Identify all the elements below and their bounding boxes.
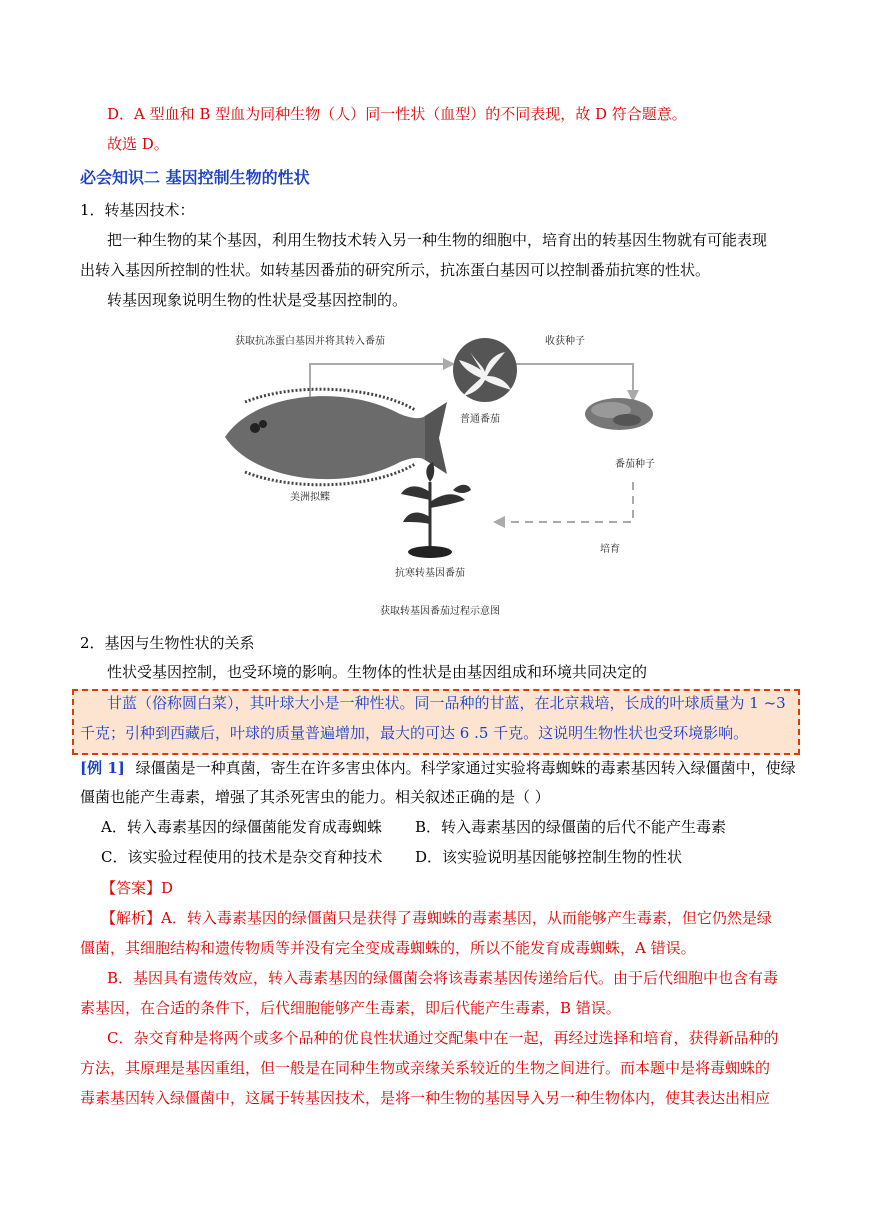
transgenic-tomato-diagram — [215, 322, 660, 622]
figure-label-grow: 培育 — [600, 544, 620, 555]
figure-caption: 获取转基因番茄过程示意图 — [380, 606, 500, 617]
choose-answer: 故选 D。 — [107, 135, 169, 153]
cold-resistant-tomato-plant-image — [401, 462, 471, 558]
option-a: A．转入毒素基因的绿僵菌能发育成毒蜘蛛 — [101, 818, 382, 836]
example-text-line1: 绿僵菌是一种真菌，寄生在许多害虫体内。科学家通过实验将毒蜘蛛的毒素基因转入绿僵菌中，使绿 — [135, 759, 796, 777]
analysis-c-line3: 毒素基因转入绿僵菌中，这属于转基因技术，是将一种生物的基因导入另一种生物体内，使其表达出相应 — [80, 1089, 771, 1107]
point1-title: 1．转基因技术： — [80, 201, 195, 219]
figure-label-fish: 美洲拟鲽 — [290, 492, 330, 503]
figure-label-seeds: 番茄种子 — [615, 459, 655, 470]
diagram-svg — [215, 322, 660, 622]
section-title: 必会知识二 基因控制生物的性状 — [80, 168, 310, 187]
analysis-c-line1: C．杂交育种是将两个或多个品种的优良性状通过交配集中在一起，再经过选择和培育，获得新品种的 — [107, 1029, 779, 1047]
analysis-b-line2: 素基因，在合适的条件下，后代细胞能够产生毒素，即后代能产生毒素，B 错误。 — [80, 999, 621, 1017]
figure-label-tomato: 普通番茄 — [460, 414, 500, 425]
figure-label-harvest: 收获种子 — [545, 336, 585, 347]
analysis-b-line1: B．基因具有遗传效应，转入毒素基因的绿僵菌会将该毒素基因传递给后代。由于后代细胞中也含有毒 — [107, 969, 779, 987]
option-d: D．该实验说明基因能够控制生物的性状 — [415, 848, 683, 866]
answer-line: 【答案】D — [101, 879, 174, 897]
point2-title: 2．基因与生物性状的关系 — [80, 634, 255, 652]
example-label: [例 1] — [80, 759, 125, 777]
option-d-explanation: D．A 型血和 B 型血为同种生物（人）同一性状（血型）的不同表现，故 D 符合题意。 — [107, 105, 687, 123]
point2-paragraph: 性状受基因控制，也受环境的影响。生物体的性状是由基因组成和环境共同决定的 — [107, 663, 648, 681]
callout-line2: 千克；引种到西藏后，叶球的质量普遍增加，最大的可达 6 .5 千克。这说明生物性状也受环境影响。 — [80, 724, 749, 742]
flounder-image — [225, 389, 447, 485]
figure-label-plant: 抗寒转基因番茄 — [395, 568, 465, 579]
point1-paragraph-line2: 出转入基因所控制的性状。如转基因番茄的研究所示，抗冻蛋白基因可以控制番茄抗寒的性状。 — [80, 261, 711, 279]
example-line1 — [80, 757, 796, 779]
tomato-flower-image — [453, 338, 517, 402]
analysis-c-line2: 方法，其原理是基因重组，但一般是在同种生物或亲缘关系较近的生物之间进行。而本题中是将毒蜘蛛的 — [80, 1059, 771, 1077]
tomato-seeds-image — [585, 398, 653, 430]
example-line2: 僵菌也能产生毒素，增强了其杀死害虫的能力。相关叙述正确的是（ ） — [80, 788, 550, 806]
option-b: B．转入毒素基因的绿僵菌的后代不能产生毒素 — [415, 818, 727, 836]
point1-paragraph-line1: 把一种生物的某个基因，利用生物技术转入另一种生物的细胞中，培育出的转基因生物就有可能表现 — [107, 231, 768, 249]
analysis-a-line2: 僵菌，其细胞结构和遗传物质等并没有完全变成毒蜘蛛的，所以不能发育成毒蜘蛛，A 错误。 — [80, 939, 696, 957]
analysis-a-line1: 【解析】A．转入毒素基因的绿僵菌只是获得了毒蜘蛛的毒素基因，从而能够产生毒素，但它仍然是绿 — [101, 909, 772, 927]
option-c: C．该实验过程使用的技术是杂交育种技术 — [101, 848, 383, 866]
callout-line1: 甘蓝（俗称圆白菜），其叶球大小是一种性状。同一品种的甘蓝，在北京栽培，长成的叶球质量为 1 ~3 — [107, 694, 786, 712]
figure-label-get-gene: 获取抗冻蛋白基因并将其转入番茄 — [235, 336, 385, 347]
point1-conclusion: 转基因现象说明生物的性状是受基因控制的。 — [107, 291, 408, 309]
